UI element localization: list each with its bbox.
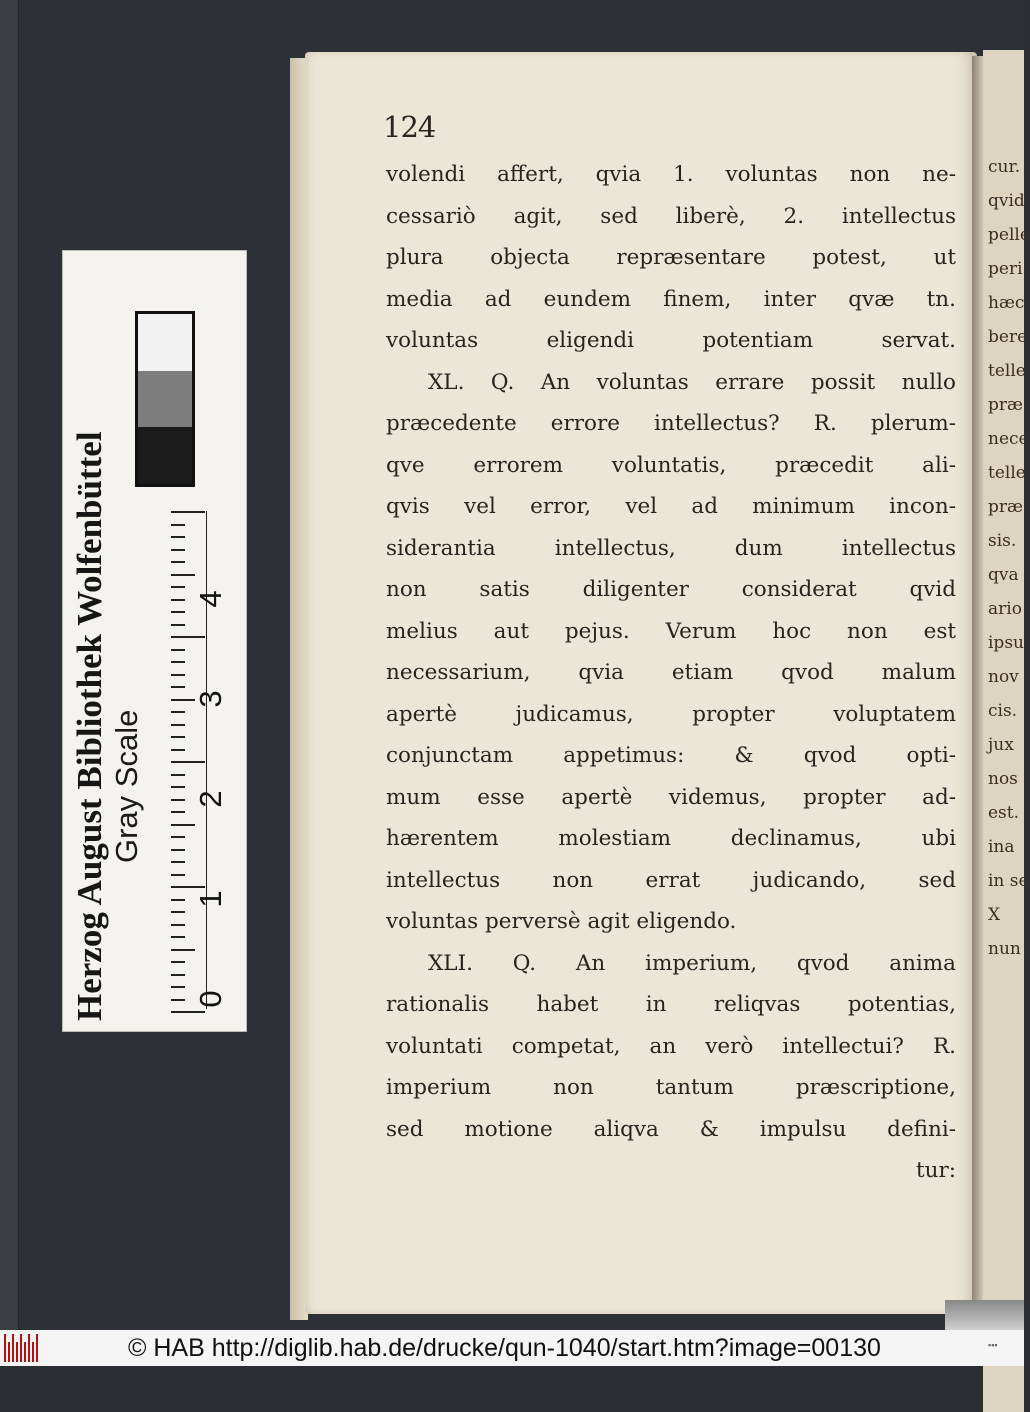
adjacent-page-fragment: ario bbox=[988, 599, 1022, 619]
text-line: cessariò agit, sed liberè, 2. intellectus bbox=[386, 203, 956, 229]
ruler-number-3: 3 bbox=[193, 690, 228, 708]
adjacent-page-fragment: nos bbox=[988, 769, 1018, 789]
logo-bar bbox=[20, 1334, 22, 1362]
text-line: XL. Q. An voluntas errare possit nullo bbox=[428, 369, 956, 395]
text-line: imperium non tantum præscriptione, bbox=[386, 1075, 956, 1100]
adjacent-page-fragment: cis. bbox=[988, 701, 1018, 721]
adjacent-page-fragment: præ bbox=[988, 497, 1023, 517]
ruler-tick bbox=[171, 574, 195, 576]
text-line: voluntati competat, an verò intellectui? R. bbox=[386, 1033, 956, 1059]
ruler-tick bbox=[171, 649, 185, 651]
ruler-tick bbox=[171, 699, 195, 701]
ruler-tick bbox=[171, 786, 185, 788]
catchword: tur: bbox=[915, 1158, 956, 1183]
logo-bar bbox=[32, 1342, 34, 1362]
ruler-tick bbox=[171, 824, 195, 826]
board-edge bbox=[0, 0, 19, 1330]
ruler-tick bbox=[171, 936, 185, 938]
institution-label: Herzog August Bibliothek Wolfenbüttel bbox=[70, 431, 109, 1021]
ruler-tick bbox=[171, 899, 185, 901]
gray-swatches bbox=[135, 311, 195, 487]
ruler-tick bbox=[171, 686, 185, 688]
ruler-tick bbox=[171, 961, 185, 963]
text-line: plura objecta repræsentare potest, ut bbox=[386, 245, 956, 270]
adjacent-page-fragment: in se bbox=[988, 871, 1029, 891]
text-line: voluntas eligendi potentiam servat. bbox=[386, 328, 956, 353]
logo-bar bbox=[12, 1334, 14, 1362]
ruler-tick bbox=[171, 611, 185, 613]
swatch-dark bbox=[138, 427, 192, 484]
text-line: siderantia intellectus, dum intellectus bbox=[386, 535, 956, 561]
logo-bar bbox=[36, 1334, 38, 1362]
text-line: mum esse apertè videmus, propter ad- bbox=[386, 784, 956, 810]
text-line: apertè judicamus, propter voluptatem bbox=[386, 701, 956, 727]
text-line: volendi affert, qvia 1. voluntas non ne- bbox=[386, 162, 956, 187]
adjacent-page-fragment: qva bbox=[988, 565, 1019, 585]
adjacent-page-fragment: telle bbox=[988, 361, 1026, 381]
adjacent-page-fragment: est. bbox=[988, 803, 1020, 823]
ruler-number-0: 0 bbox=[193, 990, 228, 1008]
ruler-tick bbox=[171, 774, 185, 776]
adjacent-page-fragment: bere bbox=[988, 327, 1028, 347]
ruler-tick bbox=[171, 986, 185, 988]
text-line: intellectus non errat judicando, sed bbox=[386, 867, 956, 893]
logo-bar bbox=[24, 1342, 26, 1362]
ruler-tick bbox=[171, 874, 185, 876]
ruler-tick bbox=[171, 586, 185, 588]
ruler-tick bbox=[171, 624, 185, 626]
adjacent-page-fragment: sis. bbox=[988, 531, 1017, 551]
adjacent-page-fragment: ipsu bbox=[988, 633, 1024, 653]
ruler-tick bbox=[171, 849, 185, 851]
gray-scale-ruler bbox=[62, 250, 247, 1032]
ruler-tick bbox=[171, 761, 205, 763]
ruler-tick bbox=[171, 924, 185, 926]
gray-scale-label: Gray Scale bbox=[109, 709, 144, 863]
adjacent-page-fragment: pelle bbox=[988, 225, 1030, 245]
text-line: rationalis habet in reliqvas potentias, bbox=[386, 992, 956, 1017]
ruler-tick bbox=[171, 549, 185, 551]
logo-bar bbox=[16, 1342, 18, 1362]
adjacent-page-fragment: telle bbox=[988, 463, 1026, 483]
adjacent-page-fragment: ina bbox=[988, 837, 1015, 857]
adjacent-page-fragment: nov bbox=[988, 667, 1019, 687]
ruler-tick bbox=[171, 749, 185, 751]
page-text bbox=[386, 154, 956, 1192]
ruler-tick bbox=[171, 724, 185, 726]
adjacent-page-fragment: nece bbox=[988, 429, 1029, 449]
ruler-tick bbox=[171, 911, 185, 913]
ruler-tick bbox=[171, 636, 205, 638]
adjacent-page-fragment: qvid bbox=[988, 191, 1025, 211]
ruler-tick bbox=[171, 999, 185, 1001]
text-line: qvis vel error, vel ad minimum incon- bbox=[386, 494, 956, 519]
text-line: media ad eundem finem, inter qvæ tn. bbox=[386, 286, 956, 312]
ruler-number-4: 4 bbox=[193, 590, 228, 608]
footer-bar bbox=[0, 1330, 1024, 1366]
adjacent-page-fragment: jux bbox=[988, 735, 1014, 755]
logo-bar bbox=[28, 1334, 30, 1362]
adjacent-page-fragment: præ bbox=[988, 395, 1023, 415]
ruler-tick bbox=[171, 711, 185, 713]
ruler-tick bbox=[171, 511, 205, 513]
ruler-tick bbox=[171, 836, 185, 838]
ruler-number-1: 1 bbox=[193, 890, 228, 908]
ruler-number-2: 2 bbox=[193, 790, 228, 808]
book-bottom-edge bbox=[945, 1300, 1024, 1330]
ruler-tick bbox=[171, 799, 185, 801]
adjacent-page-fragment: cur. bbox=[988, 157, 1021, 177]
text-line: voluntas perversè agit eligendo. bbox=[386, 909, 737, 934]
adjacent-page-fragment: hæc bbox=[988, 293, 1025, 313]
footer-copyright-link[interactable]: © HAB http://diglib.hab.de/drucke/qun-1040/start.htm?image=00130 bbox=[128, 1334, 881, 1362]
text-line: non satis diligenter considerat qvid bbox=[386, 577, 956, 602]
ruler-tick bbox=[171, 736, 185, 738]
ruler-tick bbox=[171, 811, 185, 813]
adjacent-page bbox=[983, 50, 1030, 1412]
ruler-tick bbox=[171, 661, 185, 663]
adjacent-page-fragment: nun bbox=[988, 939, 1021, 959]
ruler-tick bbox=[171, 674, 185, 676]
text-line: XLI. Q. An imperium, qvod anima bbox=[428, 950, 956, 976]
text-line: conjunctam appetimus: & qvod opti- bbox=[386, 743, 956, 768]
swatch-light bbox=[138, 314, 192, 371]
corner-mark-icon: ▪▪▪ bbox=[988, 1340, 998, 1350]
page-number: 124 bbox=[383, 110, 436, 144]
ruler-tick bbox=[171, 974, 185, 976]
hab-logo-icon bbox=[4, 1334, 44, 1362]
ruler-tick bbox=[171, 861, 185, 863]
ruler-tick bbox=[171, 561, 185, 563]
swatch-mid bbox=[138, 371, 192, 428]
text-line: qve errorem voluntatis, præcedit ali- bbox=[386, 452, 956, 478]
text-line: melius aut pejus. Verum hoc non est bbox=[386, 618, 956, 644]
ruler-tick bbox=[171, 524, 185, 526]
ruler-tick bbox=[171, 949, 195, 951]
ruler-tick bbox=[171, 536, 185, 538]
ruler-tick bbox=[171, 599, 185, 601]
text-line: hærentem molestiam declinamus, ubi bbox=[386, 826, 956, 851]
adjacent-page-fragment: X bbox=[988, 905, 1001, 925]
logo-bar bbox=[4, 1334, 6, 1362]
logo-bar bbox=[8, 1342, 10, 1362]
text-line: præcedente errore intellectus? R. plerum- bbox=[386, 411, 956, 436]
text-line: sed motione aliqva & impulsu defini- bbox=[386, 1116, 956, 1142]
text-line: necessarium, qvia etiam qvod malum bbox=[386, 660, 956, 685]
adjacent-page-fragment: peri bbox=[988, 259, 1023, 279]
